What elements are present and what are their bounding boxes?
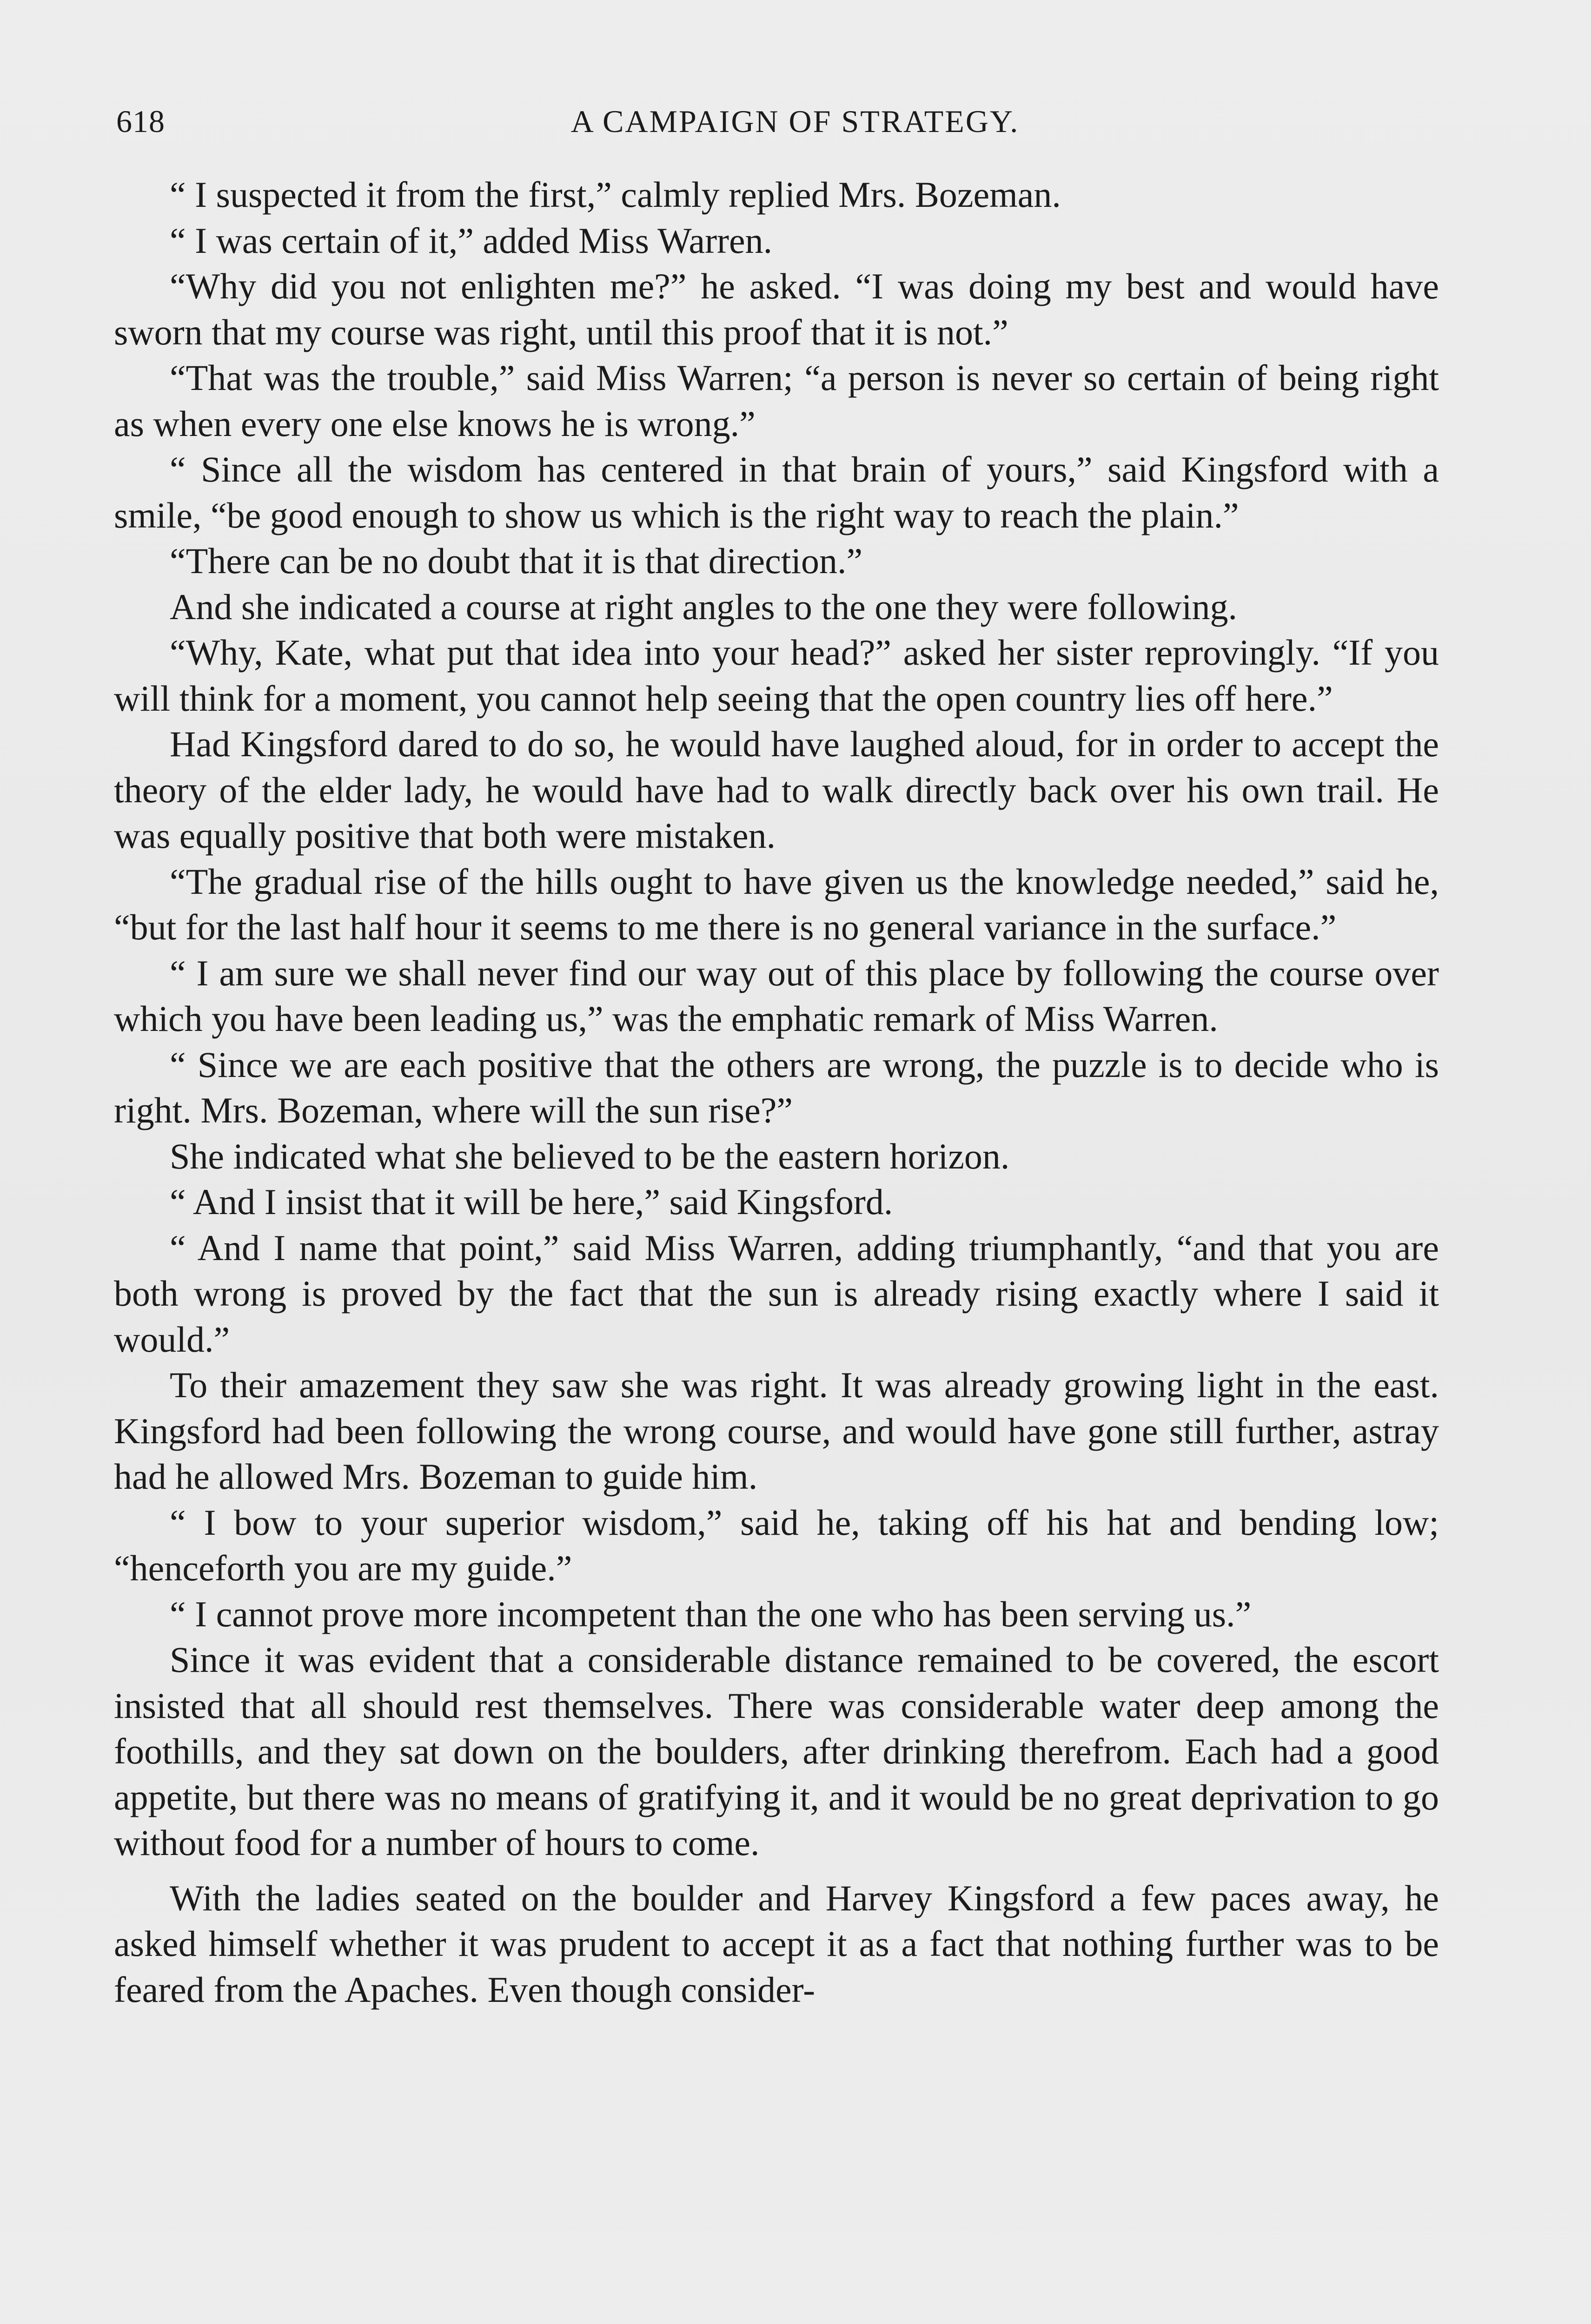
page-number: 618 <box>116 104 165 139</box>
paragraph: “ And I insist that it will be here,” said Kingsford. <box>170 1182 893 1222</box>
paragraph: To their amazement they saw she was right. It was already growing light in the east. Kingsford had been following the wrong course, and would have gone still further, astray had he allowed Mrs. Bozeman to guide him. <box>114 1365 1439 1497</box>
paragraph: “That was the trouble,” said Miss Warren; “a person is never so certain of being right as when every one else knows he is wrong.” <box>114 357 1439 444</box>
paragraph: “ I bow to your superior wisdom,” said he, taking off his hat and bending low; “henceforth you are my guide.” <box>114 1502 1439 1588</box>
paragraph: Since it was evident that a considerable distance remained to be covered, the escort insisted that all should rest themselves. There was considerable water deep among the foothills, and they sat down on the boulders, after drinking therefrom. Each had a good appetite, but there was no means of gratifying it, and it would be no great deprivation to go without food for a number of hours to come. <box>114 1639 1439 1863</box>
body-text <box>114 172 1439 2013</box>
paragraph: “ Since we are each positive that the others are wrong, the puzzle is to decide who is right. Mrs. Bozeman, where will the sun rise?” <box>114 1044 1439 1130</box>
paragraph: “ I was certain of it,” added Miss Warren. <box>170 220 773 261</box>
running-title: A CAMPAIGN OF STRATEGY. <box>570 104 1020 139</box>
paragraph: “Why did you not enlighten me?” he asked. “I was doing my best and would have sworn that my course was right, until this proof that it is not.” <box>114 266 1439 352</box>
paragraph: And she indicated a course at right angles to the one they were following. <box>170 586 1237 627</box>
paragraph: “There can be no doubt that it is that direction.” <box>170 541 863 581</box>
paragraph: “ I cannot prove more incompetent than the one who has been serving us.” <box>170 1593 1252 1634</box>
paragraph: She indicated what she believed to be the eastern horizon. <box>170 1136 1010 1176</box>
paragraph: “Why, Kate, what put that idea into your head?” asked her sister reprovingly. “If you will think for a moment, you cannot help seeing that the open country lies off here.” <box>114 632 1439 719</box>
paragraph: “ I suspected it from the first,” calmly replied Mrs. Bozeman. <box>170 174 1061 215</box>
paragraph: “ I am sure we shall never find our way out of this place by following the course over which you have been leading us,” was the emphatic remark of Miss Warren. <box>114 952 1439 1039</box>
paragraph: “ And I name that point,” said Miss Warren, adding triumphantly, “and that you are both wrong is proved by the fact that the sun is already rising exactly where I said it would.” <box>114 1227 1439 1360</box>
paragraph: “The gradual rise of the hills ought to have given us the knowledge needed,” said he, “but for the last half hour it seems to me there is no general variance in the surface.” <box>114 861 1439 947</box>
paragraph: With the ladies seated on the boulder and Harvey Kingsford a few paces away, he asked himself whether it was prudent to accept it as a fact that nothing further was to be feared from the Apaches. Even though consider- <box>114 1877 1439 2010</box>
paragraph: Had Kingsford dared to do so, he would have laughed aloud, for in order to accept the theory of the elder lady, he would have had to walk directly back over his own trail. He was equally positive that both were mistaken. <box>114 724 1439 856</box>
paragraph: “ Since all the wisdom has centered in that brain of yours,” said Kingsford with a smile, “be good enough to show us which is the right way to reach the plain.” <box>114 449 1439 535</box>
